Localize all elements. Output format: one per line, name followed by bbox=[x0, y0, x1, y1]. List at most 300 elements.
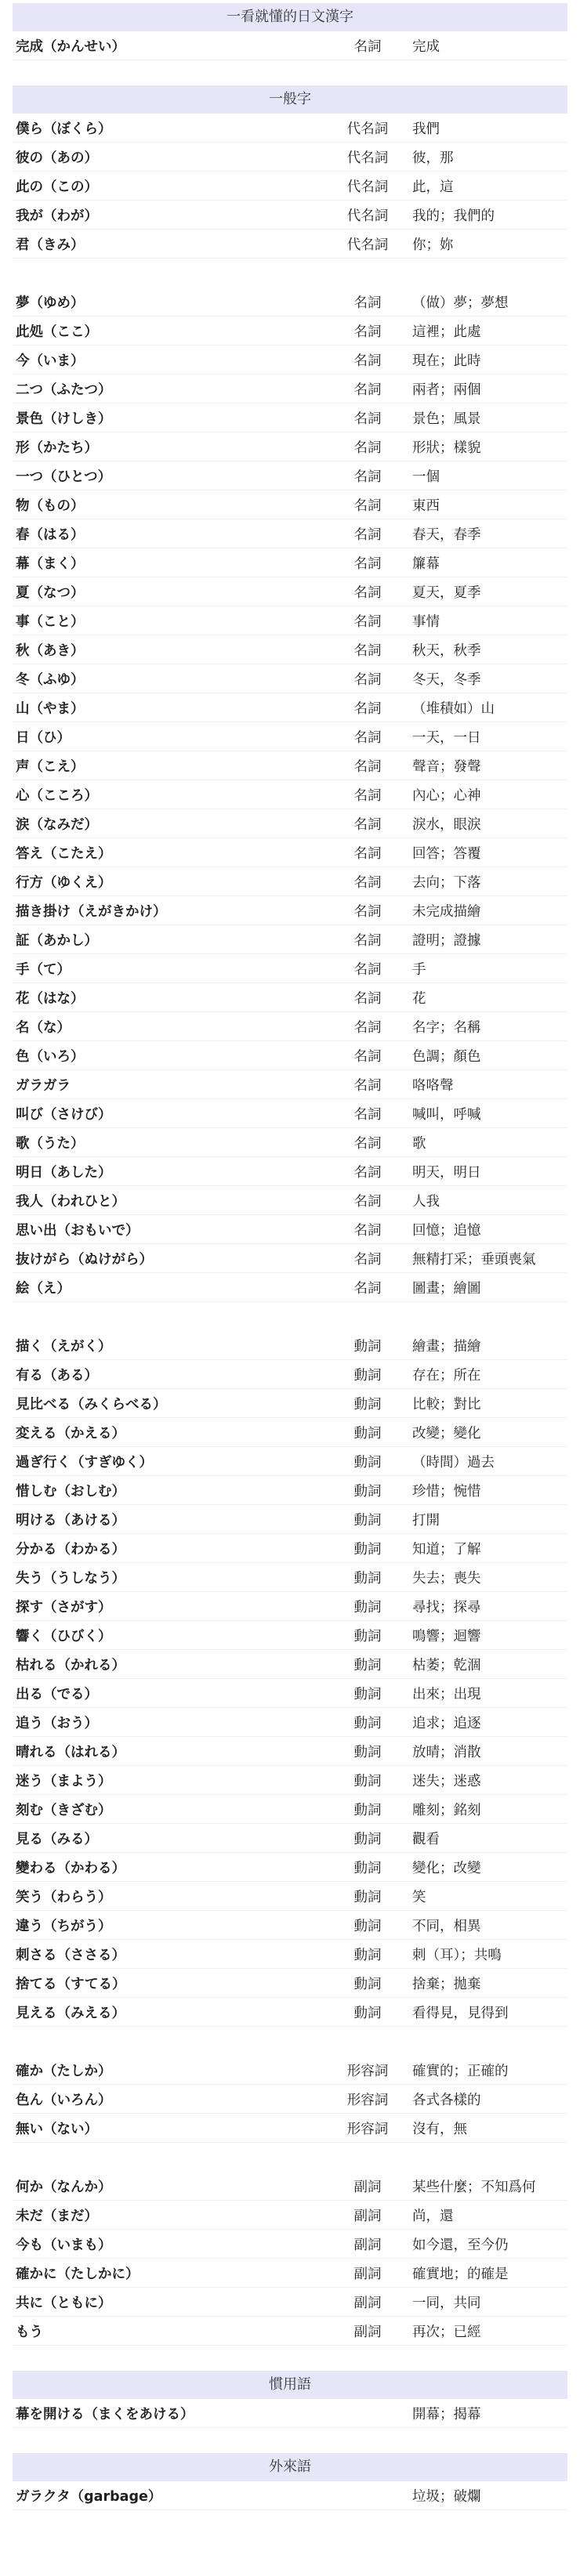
vocab-meaning: 咯咯聲 bbox=[412, 1077, 454, 1094]
vocab-word: 今（いま） bbox=[16, 353, 85, 369]
vocab-word: 花（はな） bbox=[16, 990, 85, 1007]
vocab-meaning: 你；妳 bbox=[412, 237, 454, 253]
group-spacer bbox=[13, 2027, 567, 2056]
vocab-word: 確か（たしか） bbox=[16, 2063, 112, 2079]
vocab-word: 景色（けしき） bbox=[16, 411, 112, 427]
vocab-word: 冬（ふゆ） bbox=[16, 671, 85, 688]
section-header: 一般字 bbox=[13, 85, 567, 114]
vocab-row bbox=[13, 1157, 567, 1186]
vocab-row bbox=[13, 1273, 567, 1302]
part-of-speech: 動詞 bbox=[353, 1918, 382, 1934]
part-of-speech: 名詞 bbox=[353, 38, 382, 55]
part-of-speech: 動詞 bbox=[353, 1454, 382, 1471]
vocab-meaning: 春天，春季 bbox=[412, 526, 481, 543]
vocab-row bbox=[13, 1882, 567, 1911]
part-of-speech: 名詞 bbox=[353, 382, 382, 398]
vocab-meaning: 未完成描繪 bbox=[412, 903, 481, 920]
vocab-meaning: 一個 bbox=[412, 469, 440, 485]
vocab-word: 夢（ゆめ） bbox=[16, 295, 85, 311]
vocab-row bbox=[13, 1824, 567, 1853]
part-of-speech: 名詞 bbox=[353, 700, 382, 717]
vocab-word: 行方（ゆくえ） bbox=[16, 874, 112, 891]
vocab-row bbox=[13, 1331, 567, 1360]
vocab-meaning: 回答；答覆 bbox=[412, 845, 481, 862]
vocab-row bbox=[13, 403, 567, 432]
section-header: 慣用語 bbox=[13, 2371, 567, 2399]
vocab-row bbox=[13, 1969, 567, 1998]
vocab-meaning: 內心；心神 bbox=[412, 787, 481, 804]
vocab-meaning: 人我 bbox=[412, 1193, 440, 1210]
vocab-row bbox=[13, 1447, 567, 1476]
vocab-word: 事（こと） bbox=[16, 613, 85, 630]
vocab-row bbox=[13, 867, 567, 896]
vocab-row bbox=[13, 664, 567, 693]
part-of-speech: 動詞 bbox=[353, 1396, 382, 1413]
vocab-row bbox=[13, 432, 567, 461]
vocab-word: 完成（かんせい） bbox=[16, 38, 125, 55]
vocab-row bbox=[13, 809, 567, 838]
part-of-speech: 名詞 bbox=[353, 1077, 382, 1094]
vocab-word: 幕を開ける（まくをあける） bbox=[16, 2406, 194, 2422]
vocab-meaning: 喊叫，呼喊 bbox=[412, 1106, 481, 1123]
vocab-row bbox=[13, 1940, 567, 1969]
part-of-speech: 副詞 bbox=[353, 2324, 382, 2340]
vocab-meaning: 不同，相異 bbox=[412, 1918, 481, 1934]
part-of-speech: 名詞 bbox=[353, 497, 382, 514]
part-of-speech: 動詞 bbox=[353, 1512, 382, 1529]
vocab-row bbox=[13, 143, 567, 172]
vocab-meaning: 繪畫；描繪 bbox=[412, 1338, 481, 1355]
part-of-speech: 動詞 bbox=[353, 1860, 382, 1876]
vocab-meaning: 夏天，夏季 bbox=[412, 584, 481, 601]
vocab-word: 刻む（きざむ） bbox=[16, 1802, 112, 1818]
vocab-row bbox=[13, 2317, 567, 2346]
part-of-speech: 動詞 bbox=[353, 2005, 382, 2021]
vocab-word: 見える（みえる） bbox=[16, 2005, 125, 2021]
vocab-row bbox=[13, 838, 567, 867]
vocab-word: 抜けがら（ぬけがら） bbox=[16, 1251, 153, 1268]
vocab-row bbox=[13, 1766, 567, 1795]
vocab-meaning: 打開 bbox=[412, 1512, 440, 1529]
vocab-word: 山（やま） bbox=[16, 700, 85, 717]
vocab-meaning: 確實的；正確的 bbox=[412, 2063, 509, 2079]
vocab-word: 秋（あき） bbox=[16, 642, 85, 659]
vocab-row bbox=[13, 1650, 567, 1679]
vocab-row bbox=[13, 31, 567, 60]
vocab-row bbox=[13, 374, 567, 403]
vocab-meaning: 知道；了解 bbox=[412, 1541, 481, 1558]
part-of-speech: 動詞 bbox=[353, 1744, 382, 1760]
part-of-speech: 動詞 bbox=[353, 1831, 382, 1847]
vocab-word: 描く（えがく） bbox=[16, 1338, 112, 1355]
part-of-speech: 名詞 bbox=[353, 469, 382, 485]
vocab-word: 此の（この） bbox=[16, 179, 98, 195]
vocab-row bbox=[13, 1070, 567, 1099]
vocab-word: 明日（あした） bbox=[16, 1164, 112, 1181]
word-group bbox=[13, 2056, 567, 2143]
vocab-row bbox=[13, 1476, 567, 1505]
vocab-section bbox=[13, 3, 567, 60]
vocab-word: 僕ら（ぼくら） bbox=[16, 121, 112, 137]
vocab-section bbox=[13, 85, 567, 2346]
vocab-row bbox=[13, 201, 567, 230]
vocab-word: 何か（なんか） bbox=[16, 2179, 112, 2195]
part-of-speech: 名詞 bbox=[353, 584, 382, 601]
part-of-speech: 名詞 bbox=[353, 324, 382, 340]
vocab-meaning: 手 bbox=[412, 961, 426, 978]
vocab-meaning: 回憶；追憶 bbox=[412, 1222, 481, 1239]
vocab-row bbox=[13, 896, 567, 925]
section-header: 一看就懂的日文漢字 bbox=[13, 3, 567, 31]
vocab-row bbox=[13, 577, 567, 606]
vocab-row bbox=[13, 519, 567, 548]
vocab-word: もう bbox=[16, 2324, 43, 2340]
word-group bbox=[13, 1331, 567, 2027]
vocab-word: 物（もの） bbox=[16, 497, 85, 514]
vocab-meaning: 放晴；消散 bbox=[412, 1744, 481, 1760]
vocab-meaning: 垃圾；破爛 bbox=[412, 2488, 481, 2505]
part-of-speech: 副詞 bbox=[353, 2179, 382, 2195]
vocab-word: 一つ（ひとつ） bbox=[16, 469, 112, 485]
vocab-meaning: 兩者；兩個 bbox=[412, 382, 481, 398]
vocab-meaning: 彼，那 bbox=[412, 150, 454, 166]
part-of-speech: 名詞 bbox=[353, 1193, 382, 1210]
vocab-meaning: 比較；對比 bbox=[412, 1396, 481, 1413]
vocab-meaning: 這裡；此處 bbox=[412, 324, 481, 340]
vocab-row bbox=[13, 1099, 567, 1128]
vocab-word: 確かに（たしかに） bbox=[16, 2266, 140, 2282]
vocab-word: 分かる（わかる） bbox=[16, 1541, 125, 1558]
vocab-word: 今も（いまも） bbox=[16, 2237, 112, 2253]
vocab-word: 明ける（あける） bbox=[16, 1512, 125, 1529]
vocab-meaning: 捨棄；拋棄 bbox=[412, 1976, 481, 1992]
vocab-row bbox=[13, 954, 567, 983]
vocab-meaning: （時間）過去 bbox=[412, 1454, 495, 1471]
part-of-speech: 名詞 bbox=[353, 874, 382, 891]
vocab-row bbox=[13, 461, 567, 490]
vocab-meaning: 變化；改變 bbox=[412, 1860, 481, 1876]
vocab-row bbox=[13, 2114, 567, 2143]
vocab-word: 変える（かえる） bbox=[16, 1425, 125, 1442]
vocab-row bbox=[13, 925, 567, 954]
vocab-meaning: 一同，共同 bbox=[412, 2295, 481, 2311]
vocab-meaning: 雕刻；銘刻 bbox=[412, 1802, 481, 1818]
vocab-word: 名（な） bbox=[16, 1019, 71, 1036]
part-of-speech: 名詞 bbox=[353, 353, 382, 369]
vocab-meaning: 明天，明日 bbox=[412, 1164, 481, 1181]
vocab-word: 惜しむ（おしむ） bbox=[16, 1483, 125, 1500]
vocab-word: ガラクタ（garbage） bbox=[16, 2488, 162, 2505]
vocab-row bbox=[13, 2085, 567, 2114]
word-group bbox=[13, 31, 567, 60]
vocab-meaning: 景色；風景 bbox=[412, 411, 481, 427]
vocab-row bbox=[13, 1186, 567, 1215]
part-of-speech: 動詞 bbox=[353, 1889, 382, 1905]
vocab-row bbox=[13, 780, 567, 809]
vocab-word: 晴れる（はれる） bbox=[16, 1744, 125, 1760]
vocab-word: 夏（なつ） bbox=[16, 584, 85, 601]
vocab-meaning: 冬天，冬季 bbox=[412, 671, 481, 688]
vocab-row bbox=[13, 1418, 567, 1447]
part-of-speech: 動詞 bbox=[353, 1976, 382, 1992]
part-of-speech: 代名詞 bbox=[346, 150, 389, 166]
part-of-speech: 名詞 bbox=[353, 758, 382, 775]
vocab-meaning: （堆積如）山 bbox=[412, 700, 495, 717]
part-of-speech: 代名詞 bbox=[346, 179, 389, 195]
part-of-speech: 形容詞 bbox=[346, 2121, 389, 2137]
part-of-speech: 代名詞 bbox=[346, 208, 389, 224]
vocab-row bbox=[13, 983, 567, 1012]
vocab-word: 我が（わが） bbox=[16, 208, 98, 224]
vocab-meaning: 此，這 bbox=[412, 179, 454, 195]
vocab-meaning: 某些什麼；不知爲何 bbox=[412, 2179, 536, 2195]
vocab-word: 有る（ある） bbox=[16, 1367, 98, 1384]
part-of-speech: 動詞 bbox=[353, 1773, 382, 1789]
word-group bbox=[13, 2399, 567, 2428]
vocab-word: 見る（みる） bbox=[16, 1831, 98, 1847]
part-of-speech: 名詞 bbox=[353, 816, 382, 833]
vocab-row bbox=[13, 751, 567, 780]
vocab-meaning: 簾幕 bbox=[412, 555, 440, 572]
vocab-word: 形（かたち） bbox=[16, 440, 98, 456]
vocab-meaning: 迷失；迷惑 bbox=[412, 1773, 481, 1789]
vocab-row bbox=[13, 114, 567, 143]
part-of-speech: 副詞 bbox=[353, 2266, 382, 2282]
part-of-speech: 名詞 bbox=[353, 1048, 382, 1065]
part-of-speech: 動詞 bbox=[353, 1541, 382, 1558]
part-of-speech: 動詞 bbox=[353, 1367, 382, 1384]
vocab-row bbox=[13, 1563, 567, 1592]
vocab-row bbox=[13, 1012, 567, 1041]
part-of-speech: 名詞 bbox=[353, 555, 382, 572]
vocab-meaning: 形狀；樣貌 bbox=[412, 440, 481, 456]
vocab-word: 見比べる（みくらべる） bbox=[16, 1396, 167, 1413]
part-of-speech: 形容詞 bbox=[346, 2063, 389, 2079]
vocab-meaning: 歌 bbox=[412, 1135, 426, 1152]
vocab-row bbox=[13, 1853, 567, 1882]
vocab-word: 日（ひ） bbox=[16, 729, 71, 746]
part-of-speech: 名詞 bbox=[353, 642, 382, 659]
vocab-meaning: 改變；變化 bbox=[412, 1425, 481, 1442]
part-of-speech: 名詞 bbox=[353, 1164, 382, 1181]
vocab-row bbox=[13, 1360, 567, 1389]
vocab-word: 響く（ひびく） bbox=[16, 1628, 112, 1644]
part-of-speech: 代名詞 bbox=[346, 237, 389, 253]
vocab-word: 絵（え） bbox=[16, 1280, 71, 1297]
vocab-word: 涙（なみだ） bbox=[16, 816, 98, 833]
part-of-speech: 副詞 bbox=[353, 2295, 382, 2311]
vocab-row bbox=[13, 2230, 567, 2259]
part-of-speech: 動詞 bbox=[353, 1715, 382, 1731]
part-of-speech: 動詞 bbox=[353, 1483, 382, 1500]
vocab-row bbox=[13, 288, 567, 317]
vocab-meaning: 鳴響；迴響 bbox=[412, 1628, 481, 1644]
part-of-speech: 名詞 bbox=[353, 1135, 382, 1152]
part-of-speech: 動詞 bbox=[353, 1802, 382, 1818]
vocab-word: 刺さる（ささる） bbox=[16, 1947, 125, 1963]
vocab-meaning: 一天，一日 bbox=[412, 729, 481, 746]
vocab-word: 証（あかし） bbox=[16, 932, 98, 949]
vocab-meaning: 出來；出現 bbox=[412, 1686, 481, 1702]
part-of-speech: 動詞 bbox=[353, 1686, 382, 1702]
vocab-meaning: 去向；下落 bbox=[412, 874, 481, 891]
part-of-speech: 名詞 bbox=[353, 903, 382, 920]
part-of-speech: 名詞 bbox=[353, 932, 382, 949]
vocab-section bbox=[13, 2453, 567, 2510]
vocab-row bbox=[13, 2259, 567, 2288]
vocab-word: 幕（まく） bbox=[16, 555, 85, 572]
vocab-meaning: 名字；名稱 bbox=[412, 1019, 481, 1036]
vocab-row bbox=[13, 2056, 567, 2085]
vocab-meaning: 刺（耳）；共鳴 bbox=[412, 1947, 502, 1963]
vocab-meaning: 秋天，秋季 bbox=[412, 642, 481, 659]
vocab-word: 探す（さがす） bbox=[16, 1599, 112, 1615]
part-of-speech: 名詞 bbox=[353, 1222, 382, 1239]
vocab-meaning: 完成 bbox=[412, 38, 440, 55]
vocab-meaning: 存在；所在 bbox=[412, 1367, 481, 1384]
vocab-word: 過ぎ行く（すぎゆく） bbox=[16, 1454, 153, 1471]
vocab-row bbox=[13, 1911, 567, 1940]
vocab-meaning: 花 bbox=[412, 990, 426, 1007]
vocab-word: 色ん（いろん） bbox=[16, 2092, 112, 2108]
vocab-word: 春（はる） bbox=[16, 526, 85, 543]
part-of-speech: 動詞 bbox=[353, 1657, 382, 1673]
word-group bbox=[13, 2172, 567, 2346]
vocab-row bbox=[13, 1592, 567, 1621]
vocab-meaning: 觀看 bbox=[412, 1831, 440, 1847]
vocab-word: 描き掛け（えがきかけ） bbox=[16, 903, 167, 920]
vocab-meaning: 枯萎；乾涸 bbox=[412, 1657, 481, 1673]
vocab-row bbox=[13, 1128, 567, 1157]
vocab-meaning: 我們 bbox=[412, 121, 440, 137]
vocab-word: 違う（ちがう） bbox=[16, 1918, 112, 1934]
vocab-word: 枯れる（かれる） bbox=[16, 1657, 125, 1673]
vocab-word: 心（こころ） bbox=[16, 787, 98, 804]
part-of-speech: 名詞 bbox=[353, 1251, 382, 1268]
section-header: 外來語 bbox=[13, 2453, 567, 2481]
vocab-row bbox=[13, 317, 567, 346]
vocab-word: 君（きみ） bbox=[16, 237, 85, 253]
vocab-word: 捨てる（すてる） bbox=[16, 1976, 126, 1992]
vocab-meaning: 無精打采；垂頭喪氣 bbox=[412, 1251, 536, 1268]
part-of-speech: 名詞 bbox=[353, 1106, 382, 1123]
vocab-word: 變わる（かわる） bbox=[16, 1860, 125, 1876]
vocab-row bbox=[13, 2399, 567, 2428]
part-of-speech: 形容詞 bbox=[346, 2092, 389, 2108]
vocab-meaning: 尚，還 bbox=[412, 2208, 454, 2224]
vocab-row bbox=[13, 2481, 567, 2510]
vocab-row bbox=[13, 346, 567, 374]
vocab-meaning: 證明；證據 bbox=[412, 932, 481, 949]
part-of-speech: 動詞 bbox=[353, 1570, 382, 1586]
vocab-meaning: 事情 bbox=[412, 613, 440, 630]
vocab-word: 二つ（ふたつ） bbox=[16, 382, 112, 398]
vocab-word: 共に（ともに） bbox=[16, 2295, 112, 2311]
part-of-speech: 名詞 bbox=[353, 787, 382, 804]
vocab-row bbox=[13, 1244, 567, 1273]
vocab-word: 叫び（さけび） bbox=[16, 1106, 112, 1123]
part-of-speech: 代名詞 bbox=[346, 121, 389, 137]
vocab-meaning: 珍惜；惋惜 bbox=[412, 1483, 481, 1500]
vocab-meaning: 東西 bbox=[412, 497, 440, 514]
vocab-meaning: 我的；我們的 bbox=[412, 208, 495, 224]
vocab-word: 歌（うた） bbox=[16, 1135, 85, 1152]
vocab-word: 色（いろ） bbox=[16, 1048, 85, 1065]
vocab-meaning: 聲音；發聲 bbox=[412, 758, 481, 775]
vocab-row bbox=[13, 1534, 567, 1563]
part-of-speech: 動詞 bbox=[353, 1628, 382, 1644]
part-of-speech: 名詞 bbox=[353, 671, 382, 688]
part-of-speech: 名詞 bbox=[353, 845, 382, 862]
vocab-row bbox=[13, 1215, 567, 1244]
vocab-meaning: 追求；追逐 bbox=[412, 1715, 481, 1731]
vocab-row bbox=[13, 2201, 567, 2230]
vocab-word: 我人（われひと） bbox=[16, 1193, 125, 1210]
part-of-speech: 名詞 bbox=[353, 613, 382, 630]
vocab-meaning: 確實地；的確是 bbox=[412, 2266, 509, 2282]
vocab-meaning: 失去；喪失 bbox=[412, 1570, 481, 1586]
part-of-speech: 副詞 bbox=[353, 2237, 382, 2253]
vocab-row bbox=[13, 1708, 567, 1737]
vocab-word: 手（て） bbox=[16, 961, 71, 978]
part-of-speech: 動詞 bbox=[353, 1425, 382, 1442]
part-of-speech: 名詞 bbox=[353, 411, 382, 427]
vocab-meaning: 看得見，見得到 bbox=[412, 2005, 509, 2021]
part-of-speech: 動詞 bbox=[353, 1947, 382, 1963]
part-of-speech: 名詞 bbox=[353, 961, 382, 978]
part-of-speech: 動詞 bbox=[353, 1599, 382, 1615]
part-of-speech: 名詞 bbox=[353, 1280, 382, 1297]
vocab-row bbox=[13, 1389, 567, 1418]
vocab-word: 彼の（あの） bbox=[16, 150, 98, 166]
vocab-row bbox=[13, 2288, 567, 2317]
vocab-word: 未だ（まだ） bbox=[16, 2208, 98, 2224]
group-spacer bbox=[13, 259, 567, 288]
word-group bbox=[13, 2481, 567, 2510]
word-group bbox=[13, 288, 567, 1302]
part-of-speech: 動詞 bbox=[353, 1338, 382, 1355]
vocab-meaning: 如今還，至今仍 bbox=[412, 2237, 509, 2253]
vocab-row bbox=[13, 1505, 567, 1534]
group-spacer bbox=[13, 2143, 567, 2172]
part-of-speech: 名詞 bbox=[353, 440, 382, 456]
vocab-row bbox=[13, 1621, 567, 1650]
vocab-row bbox=[13, 1041, 567, 1070]
vocab-word: 無い（ない） bbox=[16, 2121, 98, 2137]
vocab-word: 声（こえ） bbox=[16, 758, 85, 775]
vocab-meaning: 尋找；探尋 bbox=[412, 1599, 481, 1615]
vocab-meaning: 再次；已經 bbox=[412, 2324, 481, 2340]
vocab-word: 笑う（わらう） bbox=[16, 1889, 112, 1905]
vocab-word: 此処（ここ） bbox=[16, 324, 98, 340]
part-of-speech: 名詞 bbox=[353, 1019, 382, 1036]
vocab-row bbox=[13, 1998, 567, 2027]
vocab-word: 迷う（まよう） bbox=[16, 1773, 112, 1789]
part-of-speech: 名詞 bbox=[353, 295, 382, 311]
part-of-speech: 名詞 bbox=[353, 526, 382, 543]
vocab-row bbox=[13, 1679, 567, 1708]
vocab-word: 出る（でる） bbox=[16, 1686, 98, 1702]
vocab-row bbox=[13, 606, 567, 635]
vocab-row bbox=[13, 2172, 567, 2201]
vocab-meaning: 淚水，眼淚 bbox=[412, 816, 481, 833]
vocab-meaning: （做）夢；夢想 bbox=[412, 295, 509, 311]
part-of-speech: 名詞 bbox=[353, 729, 382, 746]
vocab-section bbox=[13, 2371, 567, 2428]
vocab-row bbox=[13, 693, 567, 722]
vocab-row bbox=[13, 490, 567, 519]
group-spacer bbox=[13, 1302, 567, 1331]
